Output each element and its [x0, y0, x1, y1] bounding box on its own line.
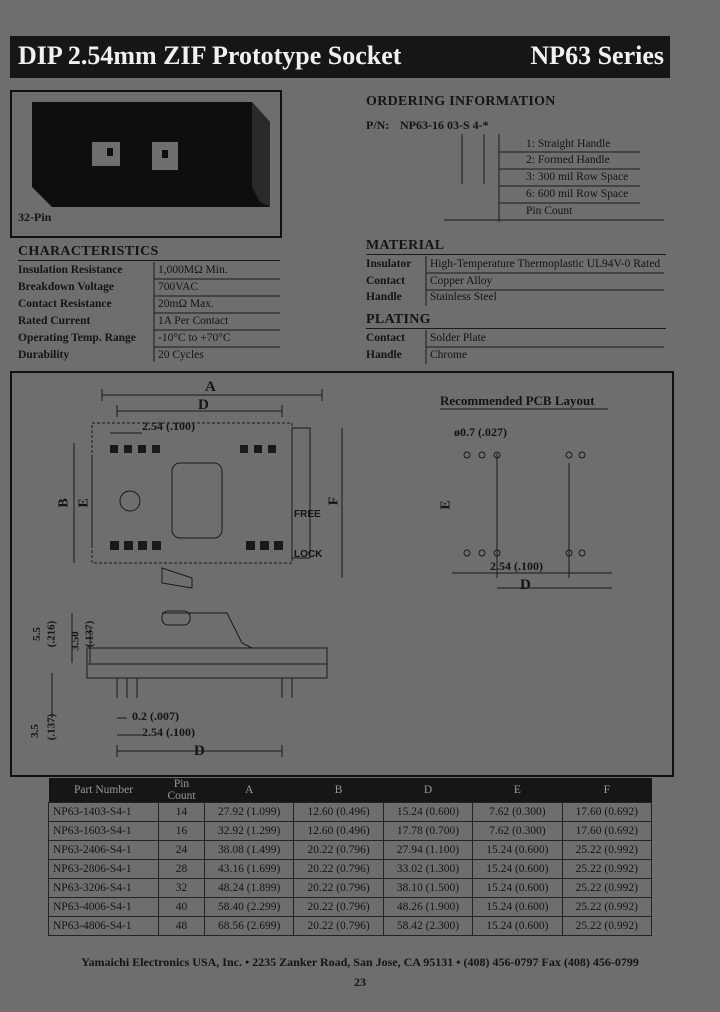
table-cell: 33.02 (1.300)	[383, 860, 472, 879]
table-cell: 15.24 (0.600)	[383, 803, 472, 822]
table-cell: 17.60 (0.692)	[562, 822, 651, 841]
pcb-layout-title: Recommended PCB Layout	[440, 393, 595, 408]
dim-e-label: E	[76, 498, 92, 508]
table-cell: 20.22 (0.796)	[294, 917, 383, 936]
table-cell: 25.22 (0.992)	[562, 898, 651, 917]
col-f: F	[562, 778, 651, 803]
table-row	[49, 803, 652, 822]
footer-company: Yamaichi Electronics USA, Inc. • 2235 Zanker Road, San Jose, CA 95131 • (408) 456-0797 Fax (408) 456-0799	[81, 955, 639, 969]
table-cell: 24	[159, 841, 205, 860]
page-header	[10, 36, 670, 78]
table-cell: 25.22 (0.992)	[562, 841, 651, 860]
table-cell: 38.08 (1.499)	[205, 841, 294, 860]
char-label-breakdown: Breakdown Voltage	[18, 281, 114, 293]
mat-label-contact: Contact	[366, 275, 405, 287]
table-row	[49, 841, 652, 860]
table-cell: 15.24 (0.600)	[473, 898, 562, 917]
table-cell: 27.92 (1.099)	[205, 803, 294, 822]
table-cell: NP63-2806-S4-1	[49, 860, 159, 879]
dim-d-label: D	[198, 397, 209, 413]
table-cell: 20.22 (0.796)	[294, 841, 383, 860]
table-cell: NP63-1603-S4-1	[49, 822, 159, 841]
pitch-label: 2.54 (.100)	[142, 419, 195, 433]
pcb-dim-d-label: D	[520, 577, 531, 593]
ordering-title: ORDERING INFORMATION	[366, 94, 556, 109]
plating-title: PLATING	[366, 312, 431, 327]
dim-f-label: F	[326, 496, 342, 506]
table-cell: 7.62 (0.300)	[473, 803, 562, 822]
pn-value: NP63-16 03-S 4-*	[400, 118, 489, 132]
table-cell: NP63-4806-S4-1	[49, 917, 159, 936]
char-value-current: 1A Per Contact	[158, 315, 229, 327]
drawing-lines	[12, 373, 672, 775]
table-cell: 58.42 (2.300)	[383, 917, 472, 936]
table-cell: 16	[159, 822, 205, 841]
mat-value-insulator: High-Temperature Thermoplastic UL94V-0 Rated	[430, 258, 661, 270]
table-cell: NP63-4006-S4-1	[49, 898, 159, 917]
table-cell: 32.92 (1.299)	[205, 822, 294, 841]
table-row	[49, 879, 652, 898]
table-row	[49, 917, 652, 936]
col-b: B	[294, 778, 383, 803]
plat-label-handle: Handle	[366, 349, 402, 361]
table-cell: 43.16 (1.699)	[205, 860, 294, 879]
height-3-in: (.137)	[45, 713, 58, 741]
table-cell: 40	[159, 898, 205, 917]
char-label-temp: Operating Temp. Range	[18, 332, 136, 344]
table-cell: 17.78 (0.700)	[383, 822, 472, 841]
pin-width-label: 0.2 (.007)	[132, 709, 179, 723]
table-cell: 20.22 (0.796)	[294, 898, 383, 917]
material-table-lines	[420, 256, 670, 316]
plat-value-contact: Solder Plate	[430, 332, 486, 344]
option-row-300: 3: 300 mil Row Space	[526, 171, 629, 183]
table-cell: 17.60 (0.692)	[562, 803, 651, 822]
col-e: E	[473, 778, 562, 803]
pcb-pitch-label: 2.54 (.100)	[490, 559, 543, 573]
table-cell: 12.60 (0.496)	[294, 803, 383, 822]
char-label-insulation: Insulation Resistance	[18, 264, 123, 276]
table-cell: 14	[159, 803, 205, 822]
table-cell: 48.24 (1.899)	[205, 879, 294, 898]
plating-table-lines	[420, 330, 670, 370]
char-label-contact-res: Contact Resistance	[18, 298, 112, 310]
height-1-mm: 5.5	[30, 627, 43, 641]
mat-label-handle: Handle	[366, 291, 402, 303]
characteristics-title: CHARACTERISTICS	[18, 244, 159, 259]
page-number: 23	[354, 975, 366, 989]
char-value-insulation: 1,000MΩ Min.	[158, 264, 228, 276]
table-cell: 15.24 (0.600)	[473, 879, 562, 898]
option-pin-count: Pin Count	[526, 205, 573, 217]
mat-value-contact: Copper Alloy	[430, 275, 493, 287]
dim-a-label: A	[205, 379, 216, 395]
table-cell: 48.26 (1.900)	[383, 898, 472, 917]
table-row	[49, 822, 652, 841]
mechanical-drawing	[10, 371, 674, 777]
dim-b-label: B	[56, 498, 72, 508]
plat-value-handle: Chrome	[430, 349, 468, 361]
table-cell: 68.56 (2.699)	[205, 917, 294, 936]
table-cell: 12.60 (0.496)	[294, 822, 383, 841]
mat-label-insulator: Insulator	[366, 258, 412, 270]
table-cell: NP63-3206-S4-1	[49, 879, 159, 898]
table-cell: 28	[159, 860, 205, 879]
material-title: MATERIAL	[366, 238, 445, 253]
photo-pin-label: 32-Pin	[18, 210, 52, 224]
mat-value-handle: Stainless Steel	[430, 291, 497, 303]
char-value-breakdown: 700VAC	[158, 281, 199, 293]
table-cell: 15.24 (0.600)	[473, 860, 562, 879]
char-label-durability: Durability	[18, 349, 70, 361]
plat-label-contact: Contact	[366, 332, 405, 344]
char-value-temp: -10°C to +70°C	[158, 332, 231, 344]
option-handle-formed: 2: Formed Handle	[526, 154, 610, 166]
table-cell: 7.62 (0.300)	[473, 822, 562, 841]
table-cell: 48	[159, 917, 205, 936]
ordering-leader-lines	[440, 134, 680, 224]
table-cell: NP63-2406-S4-1	[49, 841, 159, 860]
pn-label: P/N:	[366, 118, 390, 132]
col-a: A	[205, 778, 294, 803]
table-body	[49, 803, 652, 936]
height-1-in: (.216)	[45, 620, 58, 648]
hole-diameter-label: ø0.7 (.027)	[454, 425, 507, 439]
side-dim-d-label: D	[194, 743, 205, 759]
lock-label: LOCK	[294, 549, 323, 560]
char-table-lines	[150, 262, 290, 366]
series-title: NP63 Series	[530, 41, 664, 70]
pcb-dim-e-label: E	[438, 500, 454, 510]
char-value-contact-res: 20mΩ Max.	[158, 298, 214, 310]
table-row	[49, 860, 652, 879]
table-cell: 25.22 (0.992)	[562, 879, 651, 898]
table-cell: 20.22 (0.796)	[294, 860, 383, 879]
free-label: FREE	[294, 509, 321, 520]
col-pin-count: Pin Count	[159, 778, 205, 803]
side-pitch-label: 2.54 (.100)	[142, 725, 195, 739]
table-cell: 38.10 (1.500)	[383, 879, 472, 898]
height-2-mm: 3.50	[69, 631, 82, 651]
table-row	[49, 898, 652, 917]
table-cell: NP63-1403-S4-1	[49, 803, 159, 822]
part-number-table	[48, 778, 652, 936]
table-cell: 27.94 (1.100)	[383, 841, 472, 860]
table-cell: 25.22 (0.992)	[562, 860, 651, 879]
col-part-number: Part Number	[49, 778, 159, 803]
table-header-row	[49, 778, 652, 803]
socket-photo-image	[12, 92, 280, 236]
table-cell: 15.24 (0.600)	[473, 917, 562, 936]
height-3-mm: 3.5	[28, 724, 41, 738]
table-cell: 25.22 (0.992)	[562, 917, 651, 936]
col-d: D	[383, 778, 472, 803]
table-cell: 20.22 (0.796)	[294, 879, 383, 898]
char-label-current: Rated Current	[18, 315, 91, 327]
table-cell: 58.40 (2.299)	[205, 898, 294, 917]
height-2-in: (.137)	[83, 620, 96, 648]
char-value-durability: 20 Cycles	[158, 349, 204, 361]
table-cell: 32	[159, 879, 205, 898]
option-row-600: 6: 600 mil Row Space	[526, 188, 629, 200]
page-title: DIP 2.54mm ZIF Prototype Socket	[18, 41, 402, 70]
option-handle-straight: 1: Straight Handle	[526, 138, 611, 150]
table-cell: 15.24 (0.600)	[473, 841, 562, 860]
